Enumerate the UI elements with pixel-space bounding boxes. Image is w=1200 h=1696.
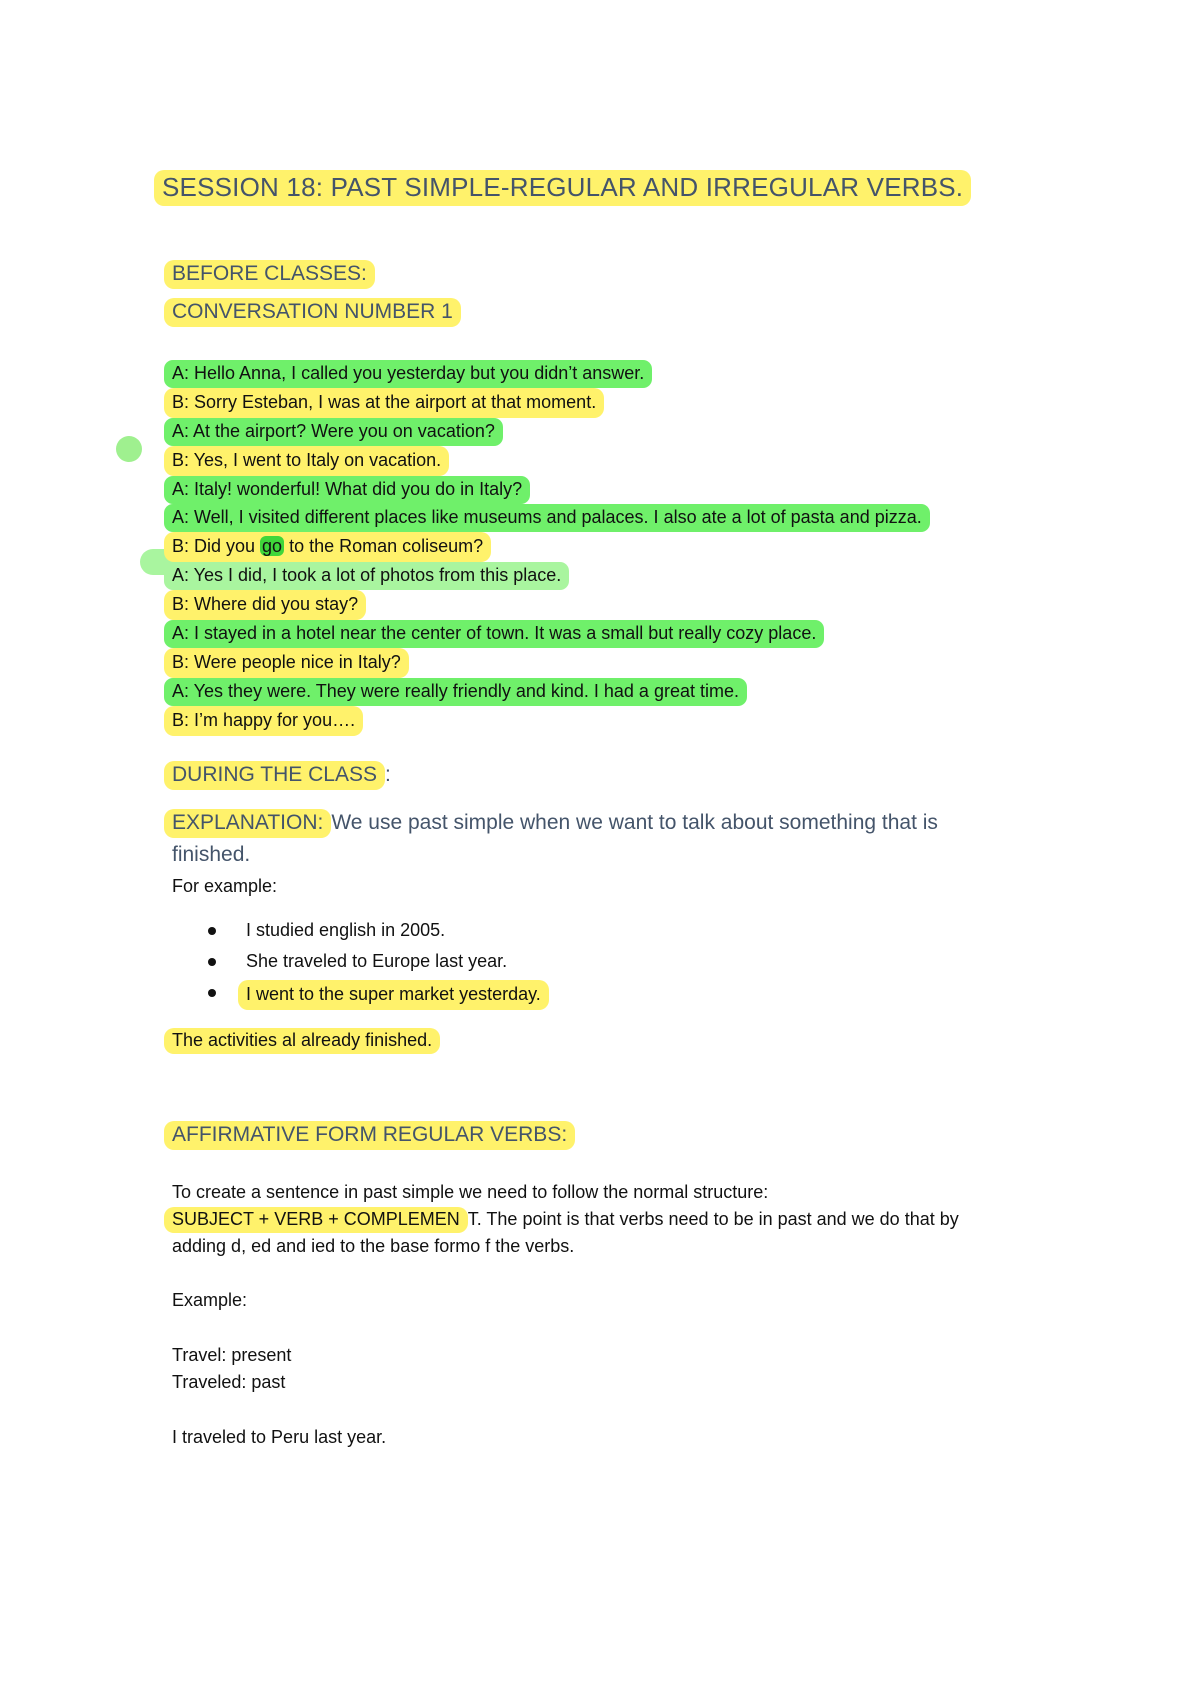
affirmative-label: AFFIRMATIVE FORM REGULAR VERBS: <box>164 1121 575 1150</box>
example-label: Example: <box>172 1290 248 1310</box>
dialog-line <box>172 504 930 532</box>
dialog-line <box>172 388 930 418</box>
dialog-line-text: B: I’m happy for you…. <box>164 706 363 736</box>
dialog-line <box>172 562 930 590</box>
dialog-line-text: A: At the airport? Were you on vacation? <box>164 418 503 446</box>
structure-tail-text: T. The point is that verbs need to be in past and we do that by <box>467 1209 959 1229</box>
dialog-text-before: B: Did you <box>172 536 261 556</box>
dialog-line <box>172 446 930 476</box>
structure-line <box>172 1209 959 1230</box>
title-highlight: SESSION 18: PAST SIMPLE-REGULAR AND IRREGULAR VERBS. <box>154 170 971 206</box>
dialog-line <box>172 648 930 678</box>
structure-line-2: adding d, ed and ied to the base formo f the verbs. <box>172 1236 575 1256</box>
during-class-label: DURING THE CLASS <box>164 761 385 790</box>
dialog-line-text: B: Where did you stay? <box>164 590 366 620</box>
during-class-heading <box>172 763 391 787</box>
explanation-label: EXPLANATION: <box>164 809 331 838</box>
dialog-line <box>172 418 930 446</box>
affirmative-intro: To create a sentence in past simple we need to follow the normal structure: <box>172 1182 769 1202</box>
conversation-label: CONVERSATION NUMBER 1 <box>164 298 461 327</box>
bullet-text: I studied english in 2005. <box>246 920 446 940</box>
dialog-line-text: A: Well, I visited different places like museums and palaces. I also ate a lot of pasta and pizza. <box>164 504 930 532</box>
dialog-line-text <box>164 532 491 562</box>
dialog-line-text: B: Sorry Esteban, I was at the airport at that moment. <box>164 388 604 418</box>
structure-formula: SUBJECT + VERB + COMPLEMEN <box>164 1207 468 1233</box>
past-form-line: Traveled: past <box>172 1372 286 1392</box>
conversation-dialog <box>172 360 930 736</box>
dialog-line-text: B: Yes, I went to Italy on vacation. <box>164 446 449 476</box>
explanation-line-1 <box>172 811 938 835</box>
dialog-line <box>172 678 930 706</box>
dialog-line <box>172 590 930 620</box>
dialog-line-text: A: Italy! wonderful! What did you do in Italy? <box>164 476 530 504</box>
dialog-line-text: A: Yes I did, I took a lot of photos from this place. <box>164 562 569 590</box>
bullet-text: I went to the super market yesterday. <box>238 980 549 1010</box>
dialog-line-text: B: Were people nice in Italy? <box>164 648 409 678</box>
dialog-line <box>172 532 930 562</box>
dialog-line-text: A: I stayed in a hotel near the center of town. It was a small but really cozy place. <box>164 620 824 648</box>
dialog-line <box>172 476 930 504</box>
highlighter-dot-mark <box>116 436 142 462</box>
dialog-line-text: A: Hello Anna, I called you yesterday but you didn’t answer. <box>164 360 652 388</box>
marked-word: go <box>262 536 283 556</box>
bullet-text: She traveled to Europe last year. <box>246 951 508 971</box>
for-example-label: For example: <box>172 876 278 896</box>
activities-note <box>172 1030 440 1051</box>
bullet-icon <box>208 927 216 935</box>
before-classes-label: BEFORE CLASSES: <box>164 260 375 289</box>
conversation-heading <box>172 300 461 324</box>
page-title <box>162 172 971 203</box>
example-sentence: I traveled to Peru last year. <box>172 1427 387 1447</box>
dialog-line <box>172 706 930 736</box>
bullet-icon <box>208 989 216 997</box>
activities-note-text: The activities al already finished. <box>164 1028 440 1054</box>
before-classes-heading <box>172 262 375 286</box>
explanation-text: We use past simple when we want to talk about something that is <box>331 811 938 834</box>
affirmative-heading <box>172 1123 575 1147</box>
dialog-line <box>172 360 930 388</box>
dialog-text-after: to the Roman coliseum? <box>284 536 484 556</box>
during-class-colon: : <box>385 763 391 786</box>
bullet-icon <box>208 958 216 966</box>
explanation-line-2: finished. <box>172 843 251 866</box>
dialog-line-text: A: Yes they were. They were really friendly and kind. I had a great time. <box>164 678 747 706</box>
present-form-line: Travel: present <box>172 1345 292 1365</box>
dialog-line <box>172 620 930 648</box>
